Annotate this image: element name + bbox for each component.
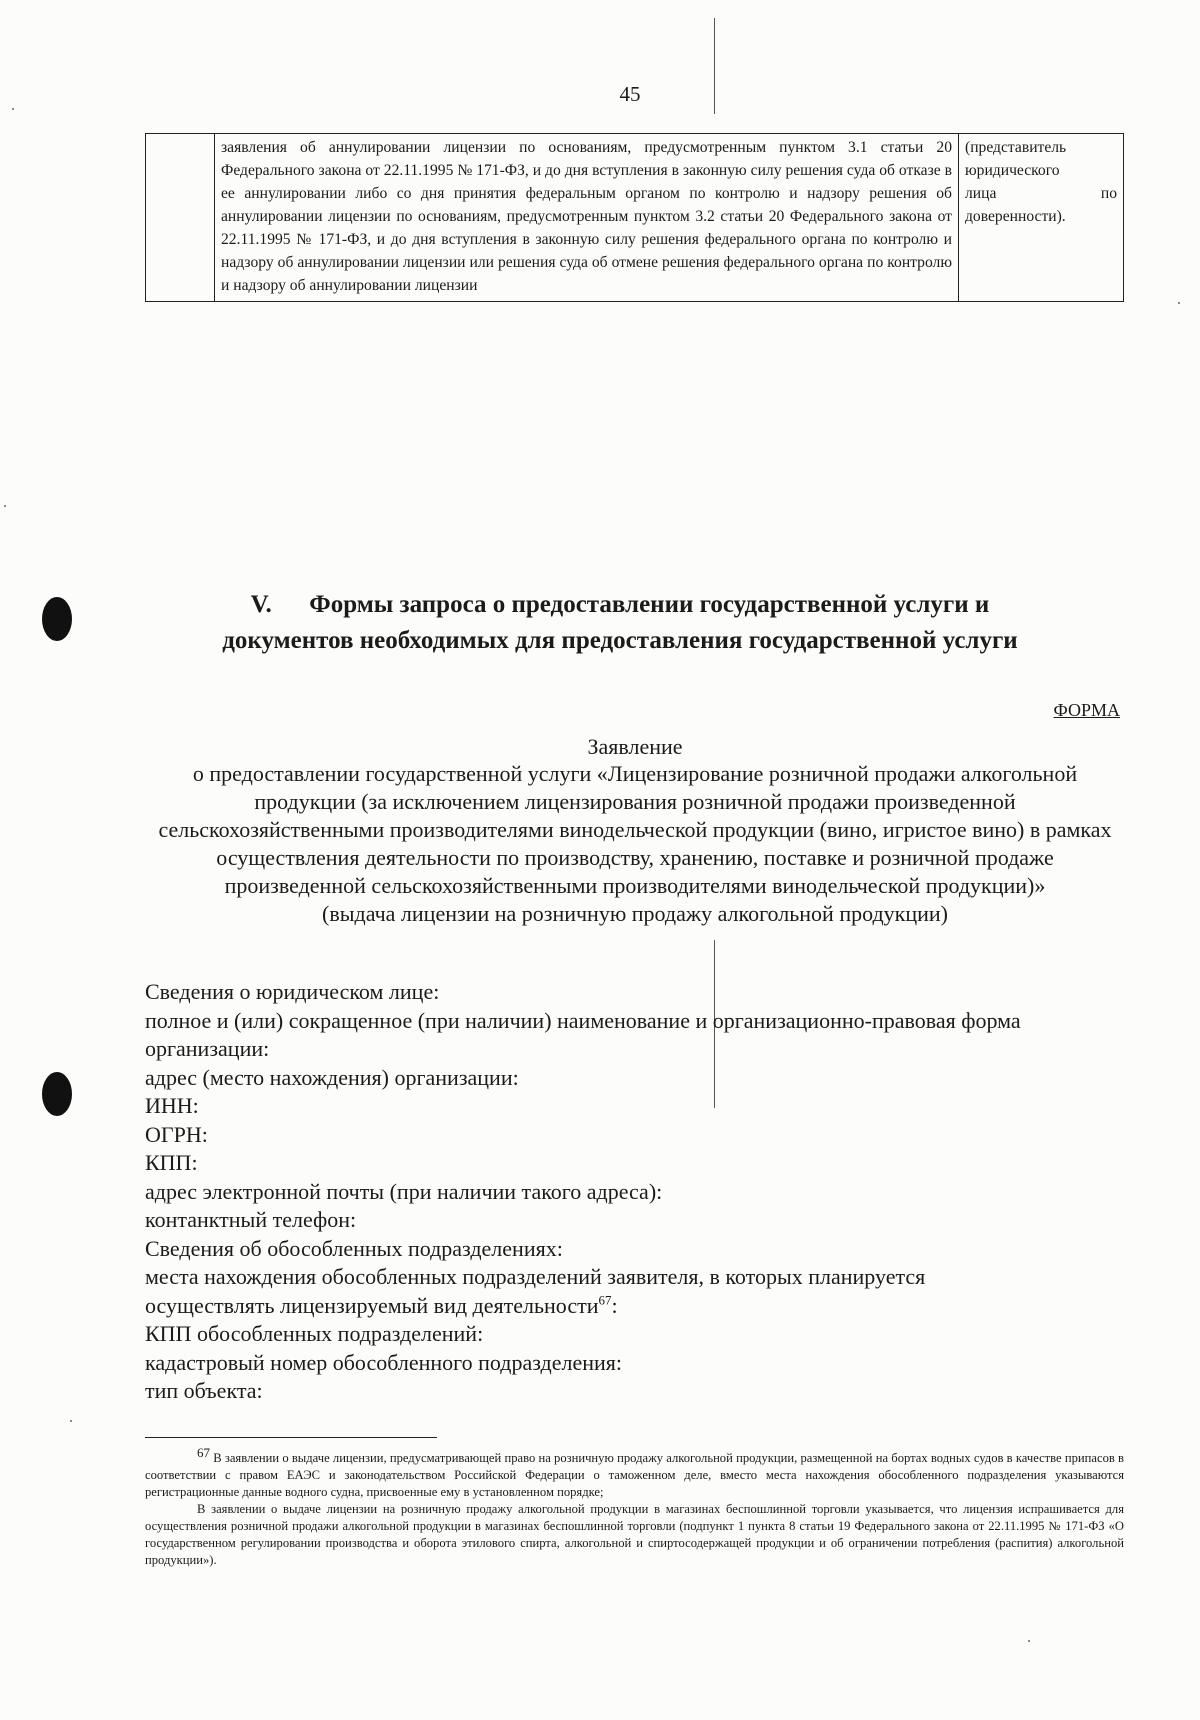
field-branch-kpp: КПП обособленных подразделений: — [145, 1321, 484, 1346]
field-address: адрес (место нахождения) организации: — [145, 1064, 519, 1090]
application-description — [145, 760, 1125, 928]
field-branch-location-text: осуществлять лицензируемый вид деятельности — [145, 1292, 599, 1318]
field-branch-location-colon: : — [611, 1292, 618, 1318]
footnote — [145, 1444, 1124, 1569]
field-cadastral: кадастровый номер обособленного подразделения: — [145, 1349, 622, 1375]
scan-speck — [12, 108, 14, 110]
field-inn: ИНН: — [145, 1093, 199, 1118]
punch-hole-mark — [42, 597, 72, 641]
representative-word: по — [1100, 185, 1117, 202]
table-cell-description: заявления об аннулировании лицензии по основаниям, предусмотренным пунктом 3.1 статьи 20 Федерального закона от 22.11.1995 № 171-ФЗ, и до дня вступления в законную силу решения суда об отказе в ее аннулировании либо со дня принятия федеральным органом по контролю и надзору решения об аннулировании лицензии по основаниям, предусмотренным пунктом 3.2 статьи 20 Федерального закона от 22.11.1995 № 171-ФЗ, и до дня вступления в законную силу решения федерального органа по контролю и надзору об аннулировании лицензии или решения суда об отмене решения федерального органа по контролю и надзору об аннулировании лицензии — [215, 134, 959, 302]
scan-speck — [1028, 1640, 1030, 1642]
scan-artifact-line — [714, 18, 715, 114]
section-heading-line: документов необходимых для предоставления государственной услуги — [222, 627, 1018, 654]
page-number: 45 — [619, 82, 641, 106]
field-ogrn: ОГРН: — [145, 1121, 208, 1147]
footnote-paragraph: В заявлении о выдаче лицензии на розничную продажу алкогольной продукции в магазинах беспошлинной торговли указывается, что лицензия испрашивается для осуществления розничной продажи алкогольной продукции в магазинах беспошлинной торговли (подпункт 1 пункта 8 статьи 19 Федерального закона от 22.11.1995 № 171-ФЗ «О государственном регулировании производства и оборота этилового спирта, алкогольной и спиртосодержащей продукции и об ограничении потребления (распития) алкогольной продукции»). — [145, 1502, 1124, 1567]
footnote-number: 67 — [197, 1444, 210, 1460]
representative-line: (представитель — [965, 139, 1067, 156]
field-kpp: КПП: — [145, 1150, 198, 1175]
footnote-text: В заявлении о выдаче лицензии, предусматривающей право на розничную продажу алкогольной продукции, размещенной на бортах водных судов в качестве припасов в соответствии с правом ЕАЭС и законодательством Российской Федерации о таможенном деле, вместо места нахождения обособленного подразделения указываются регистрационные данные водного судна, присвоенные ему в установленном порядке; — [145, 1451, 1124, 1499]
field-branch-location-cont — [145, 1292, 1125, 1321]
representative-line — [965, 182, 1117, 205]
section-heading-line: V. Формы запроса о предоставлении государственной услуги и — [250, 591, 990, 618]
scan-speck — [70, 1420, 72, 1422]
field-branch-location: места нахождения обособленных подразделений заявителя, в которых планируется — [145, 1264, 926, 1289]
punch-hole-mark — [42, 1072, 72, 1116]
footnote-ref[interactable]: 67 — [598, 1292, 612, 1308]
application-title: Заявление — [587, 734, 683, 759]
field-email: адрес электронной почты (при наличии такого адреса): — [145, 1178, 663, 1204]
form-label: ФОРМА — [1053, 700, 1120, 720]
representative-word: лица — [965, 185, 997, 202]
application-description-text: о предоставлении государственной услуги «Лицензирование розничной продажи алкогольной продукции (за исключением лицензирования розничной продажи произведенной сельскохозяйственными производителями винодельческой продукции (вино, игристое вино) в рамках осуществления деятельности по производству, хранению, поставке и розничной продаже произведенной сельскохозяйственными производителями винодельческой продукции)» — [158, 761, 1112, 898]
table-cell-number — [146, 134, 215, 302]
representative-line: доверенности). — [965, 208, 1066, 225]
field-legal-entity: Сведения о юридическом лице: — [145, 979, 440, 1004]
field-phone: контанктный телефон: — [145, 1207, 357, 1232]
field-branches: Сведения об обособленных подразделениях: — [145, 1235, 563, 1261]
field-full-name: полное и (или) сокращенное (при наличии) наименование и организационно-правовая форма организации: — [145, 1007, 1021, 1061]
continued-table — [145, 133, 1124, 302]
table-row — [146, 134, 1124, 302]
table-cell-representative — [959, 134, 1124, 302]
footnote-paragraph — [145, 1444, 1124, 1501]
scan-speck — [1178, 302, 1180, 304]
section-heading — [120, 587, 1120, 659]
application-subtitle: (выдача лицензии на розничную продажу алкогольной продукции) — [322, 901, 948, 926]
representative-line: юридического — [965, 162, 1060, 179]
application-fields — [145, 978, 1125, 1406]
footnote-separator — [145, 1437, 437, 1438]
field-object-type: тип объекта: — [145, 1378, 263, 1403]
scan-speck — [4, 505, 6, 507]
